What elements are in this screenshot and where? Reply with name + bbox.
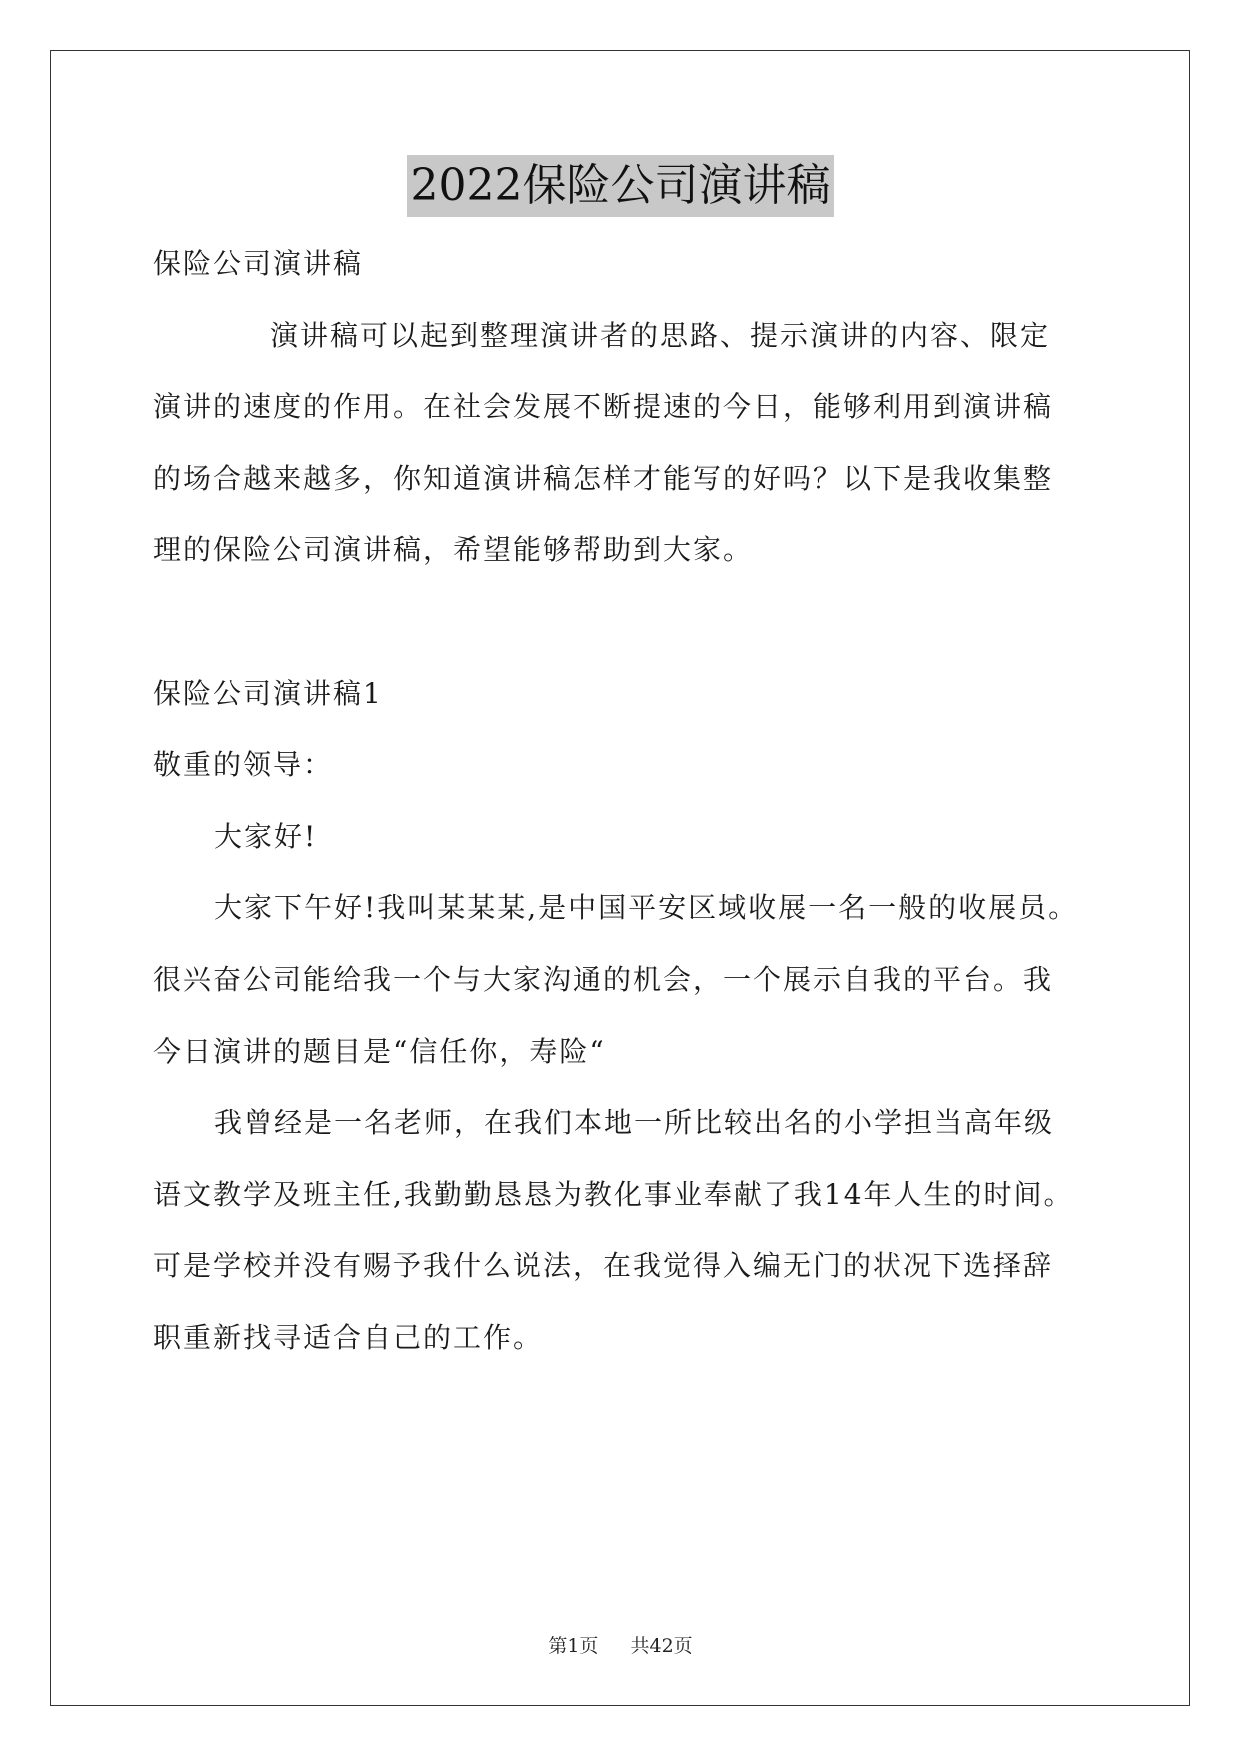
page-footer [0,1634,1241,1658]
paragraph-line: 今日演讲的题目是“信任你，寿险“ [153,1035,606,1068]
paragraph-line: 语文教学及班主任,我勤勤恳恳为教化事业奉献了我14年人生的时间。 [153,1178,1074,1211]
page-total: 共42页 [630,1635,693,1657]
page-number: 第1页 [548,1635,599,1657]
paragraph-line: 理的保险公司演讲稿，希望能够帮助到大家。 [153,533,754,566]
paragraph-line: 我曾经是一名老师，在我们本地一所比较出名的小学担当高年级 [214,1106,1055,1139]
paragraph-line: 可是学校并没有赐予我什么说法，在我觉得入编无门的状况下选择辞 [153,1249,1054,1282]
paragraph-line: 的场合越来越多，你知道演讲稿怎样才能写的好吗？以下是我收集整 [153,462,1054,495]
paragraph-line: 大家下午好!我叫某某某,是中国平安区域收展一名一般的收展员。 [214,891,1079,924]
page-border [50,50,1190,1706]
paragraph-line: 职重新找寻适合自己的工作。 [153,1321,544,1354]
speech-heading: 保险公司演讲稿1 [153,677,383,710]
title-container [0,155,1241,217]
paragraph-line: 演讲稿可以起到整理演讲者的思路、提示演讲的内容、限定 [270,319,1051,352]
paragraph-line: 很兴奋公司能给我一个与大家沟通的机会，一个展示自我的平台。我 [153,963,1054,996]
salutation: 敬重的领导： [153,748,334,781]
document-title: 2022保险公司演讲稿 [407,155,835,217]
greeting: 大家好! [214,820,318,853]
paragraph-line: 演讲的速度的作用。在社会发展不断提速的今日，能够利用到演讲稿 [153,390,1054,423]
section-heading: 保险公司演讲稿 [153,247,364,280]
